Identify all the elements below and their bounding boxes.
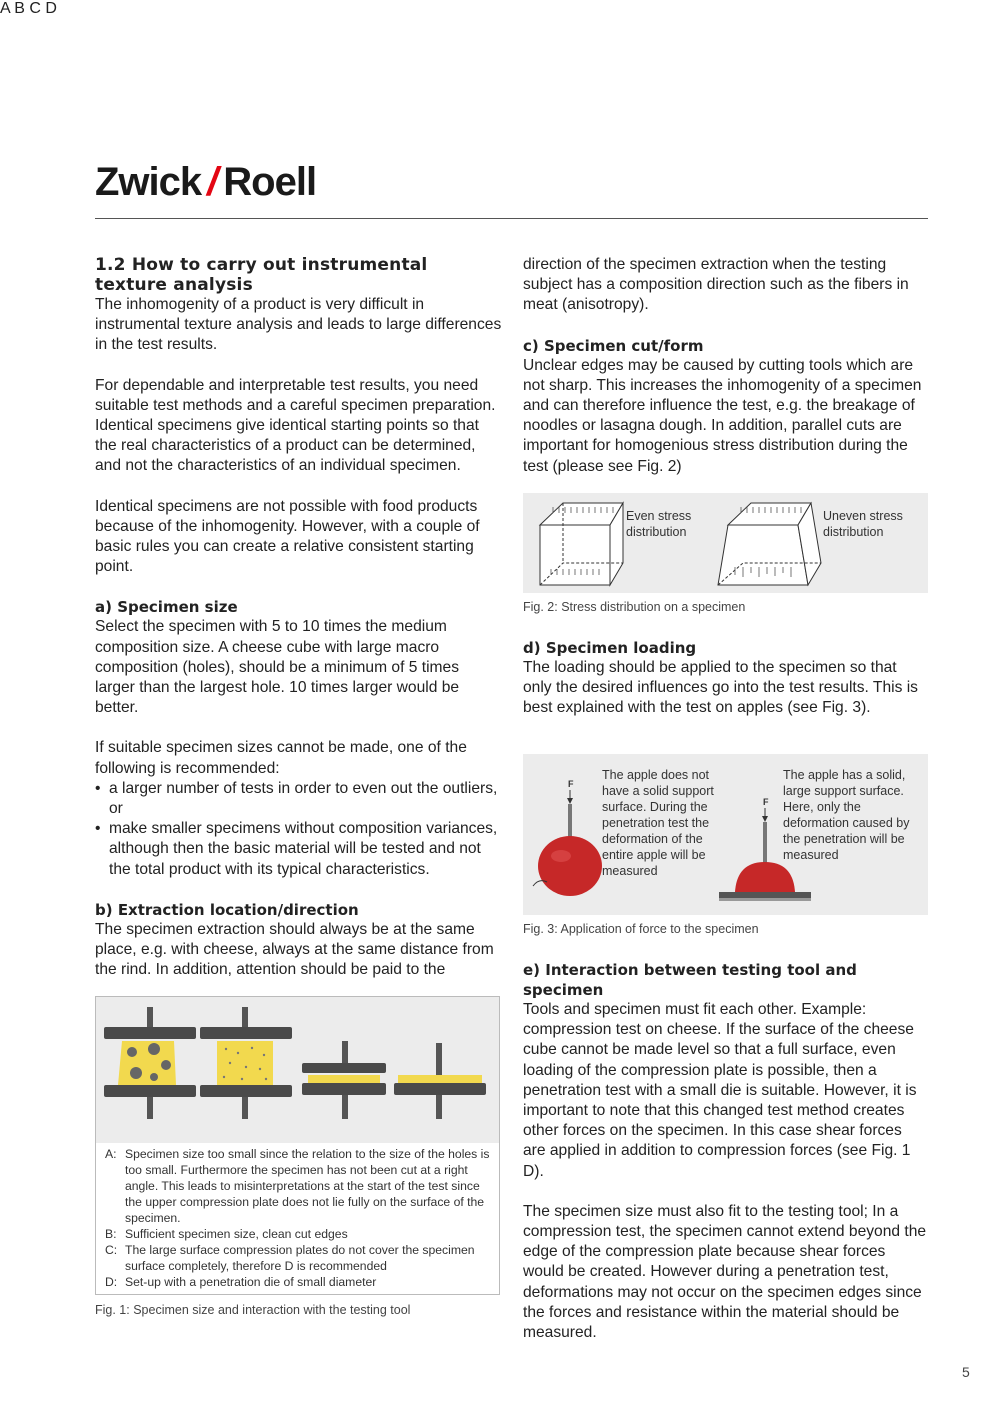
- fig3-right-text: The apple has a solid, large support surface. Here, only the deformation caused by the penetration will be measured: [783, 768, 910, 862]
- section-e-title: e) Interaction between testing tool and specimen: [523, 961, 857, 999]
- fig2-caption: Fig. 2: Stress distribution on a specimen: [523, 600, 746, 614]
- fig1-notes: [96, 1143, 499, 1294]
- section-a-paragraph-1: Select the specimen with 5 to 10 times the medium composition size. A cheese cube with large macro composition (holes), should be a minimum of 5 times larger than the largest hole. 10 times larger would be better.: [95, 618, 460, 717]
- right-column: [523, 255, 928, 497]
- fig1-label-d: D: [45, 0, 57, 17]
- section-e-paragraph-2: The specimen size must also fit to the testing tool; In a compression test, the specimen cannot extend beyond the edge of the compression plate because shear forces would be created. However during a penetration test, deformations may not occur on the specimen edges since the forces and resistance within the material should be measured.: [523, 1202, 927, 1342]
- note-a: A: Specimen size too small since the relation to the size of the holes is too small. Furthermore the specimen has not been cut at a right angle. This leads to misinterpretations at the start of the test since the upper compression plate does not lie fully on the surface of the specimen.: [105, 1147, 490, 1225]
- section-e: [523, 960, 928, 1363]
- logo-part1: Zwick: [95, 160, 202, 204]
- setup-a: [104, 1007, 196, 1119]
- fig2-right-label: Uneven stress distribution: [823, 509, 903, 539]
- figure-2: [523, 493, 928, 593]
- section-d-title: d) Specimen loading: [523, 639, 697, 657]
- section-a-title: a) Specimen size: [95, 598, 238, 617]
- fig3-caption: Fig. 3: Application of force to the specimen: [523, 922, 759, 936]
- section-d-paragraph: The loading should be applied to the specimen so that only the desired influences go into the test results. This is best explained with the test on apples (see Fig. 3).: [523, 659, 918, 717]
- header-rule: [95, 218, 928, 219]
- logo-slash: /: [207, 160, 218, 204]
- section-heading: 1.2 How to carry out instrumental texture analysis: [95, 255, 428, 295]
- intro-paragraph-3: Identical specimens are not possible with food products because of the inhomogenity. However, with a couple of basic rules you can create a relative consistent starting point.: [95, 497, 480, 576]
- figure-1: [95, 996, 500, 1295]
- setup-b: [200, 1007, 292, 1119]
- list-item: • make smaller specimens without composition variances, although then the basic material will be tested and not the total product with its typical characteristics.: [95, 819, 503, 880]
- intro-paragraph-1: The inhomogenity of a product is very difficult in instrumental texture analysis and leads to large differences in the test results.: [95, 296, 502, 354]
- force-label-right: F: [763, 797, 769, 807]
- fig1-caption: Fig. 1: Specimen size and interaction with the testing tool: [95, 1303, 411, 1317]
- section-d: [523, 638, 928, 739]
- note-c: C: The large surface compression plates do not cover the specimen surface completely, therefore D is recommended: [105, 1243, 475, 1273]
- fig2-left-label: Even stress distribution: [626, 509, 692, 539]
- section-c-paragraph: Unclear edges may be caused by cutting tools which are not sharp. This increases the inhomogenity of a specimen and can therefore influence the test, e.g. the breakage of noodles or lasagna dough. In addition, parallel cuts are important for homogenious stress distribution during the test (please see Fig. 2): [523, 356, 922, 475]
- section-c-title: c) Specimen cut/form: [523, 336, 704, 355]
- fig1-label-a: A: [0, 0, 10, 17]
- logo-part2: Roell: [223, 160, 317, 204]
- list-item: • a larger number of tests in order to even out the outliers, or: [95, 779, 503, 819]
- setup-d: [394, 1043, 486, 1119]
- fig1-label-c: C: [29, 0, 41, 17]
- setup-c: [302, 1041, 386, 1119]
- section-b-title: b) Extraction location/direction: [95, 900, 359, 919]
- figure-3: [523, 754, 928, 915]
- section-e-paragraph-1: Tools and specimen must fit each other. Example: compression test on cheese. If the surface of the cheese cube cannot be made level so that a full surface, even loading of the compression plate is possible, then a penetration test with a small die is suitable. However, it is important to note that this changed test method creates other forces on the specimen. In this case shear forces are applied in addition to compression forces (see Fig. 1 D).: [523, 1001, 917, 1180]
- company-logo: [95, 160, 316, 205]
- force-label-left: F: [568, 779, 574, 789]
- left-column: [95, 255, 503, 1000]
- fig1-label-b: B: [14, 0, 25, 17]
- note-b: B: Sufficient specimen size, clean cut edges: [105, 1227, 348, 1241]
- intro-paragraph-2: For dependable and interpretable test results, you need suitable test methods and a careful specimen preparation. Identical specimens give identical starting points so that the real characteristics of a product can be determined, and not the characteristics of an individual specimen.: [95, 376, 496, 475]
- note-d: D: Set-up with a penetration die of small diameter: [105, 1275, 377, 1289]
- section-b-paragraph-continued: direction of the specimen extraction when the testing subject has a composition direction such as the fibers in meat (anisotropy).: [523, 256, 909, 314]
- section-a-paragraph-2: If suitable specimen sizes cannot be made, one of the following is recommended:: [95, 739, 467, 777]
- page-number: 5: [962, 1364, 970, 1380]
- section-b-paragraph: The specimen extraction should always be at the same place, e.g. with cheese, always at the same distance from the rind. In addition, attention should be paid to the: [95, 920, 494, 979]
- fig1-illustration: [96, 997, 499, 1143]
- fig3-left-text: The apple does not have a solid support surface. During the penetration test the deformation of the entire apple will be measured: [602, 768, 714, 878]
- recommendation-list: [95, 779, 503, 880]
